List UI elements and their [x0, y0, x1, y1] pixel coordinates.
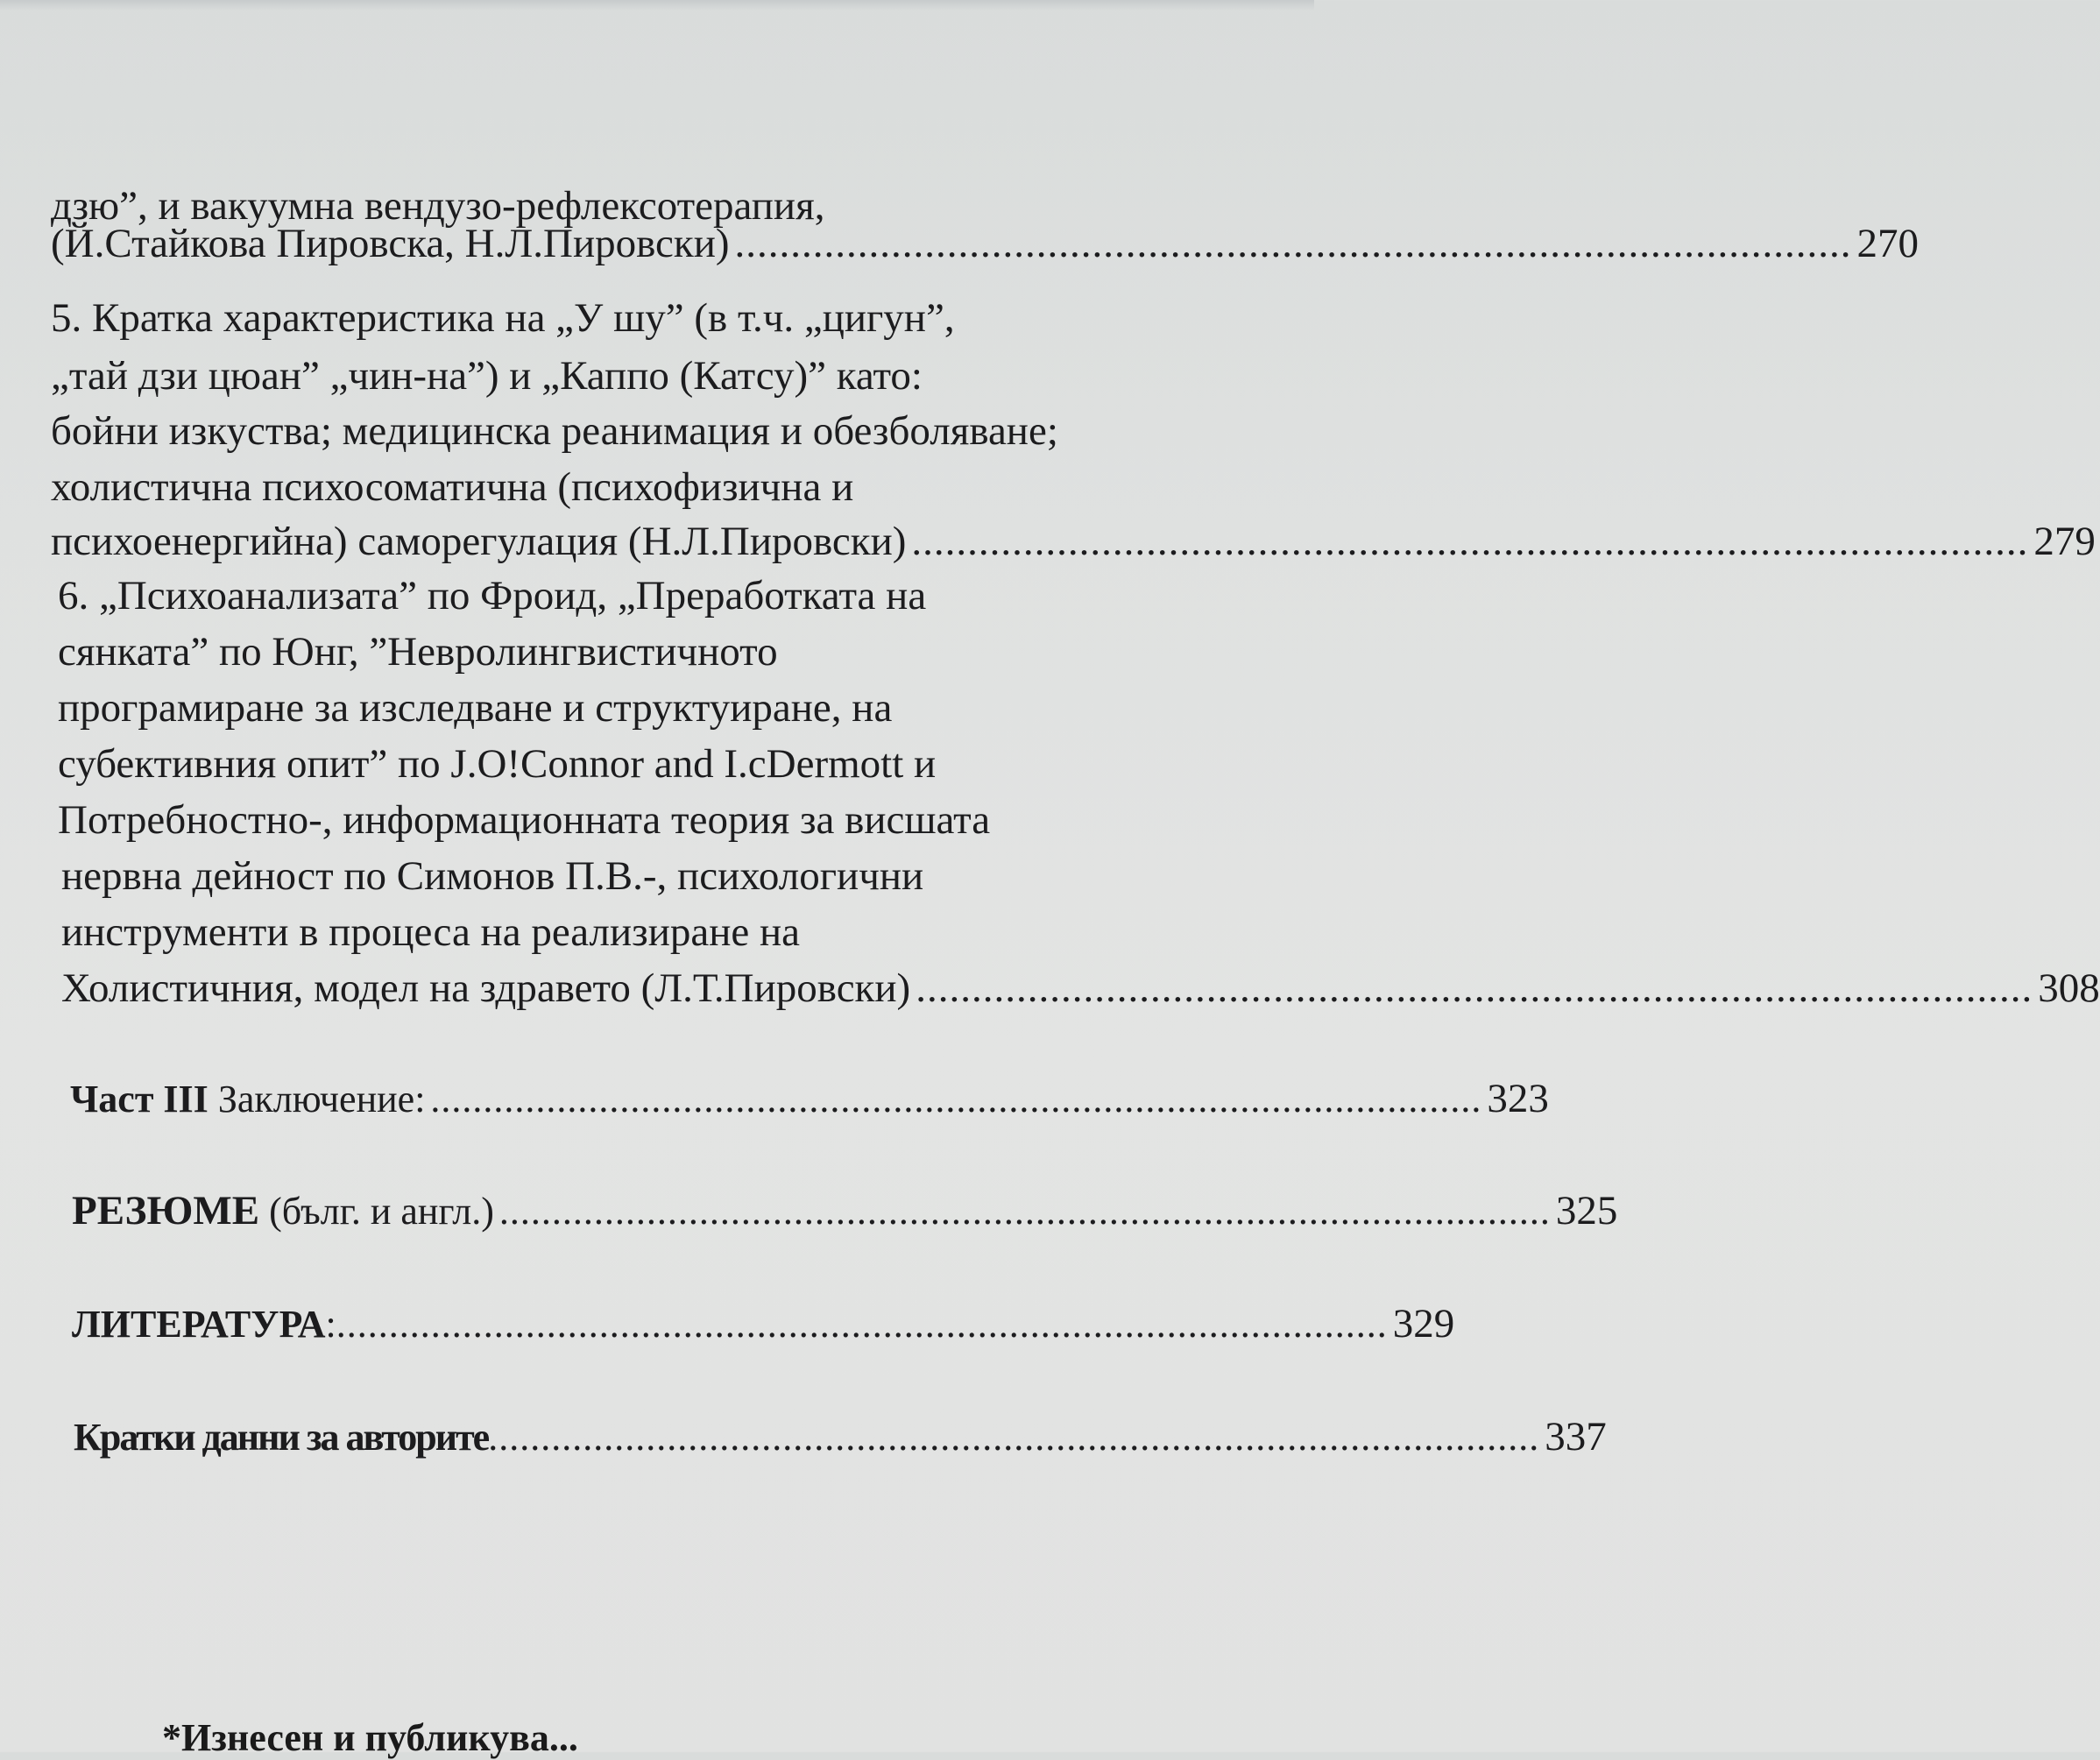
- toc-line: холистична психосоматична (психофизична и: [51, 464, 854, 510]
- toc-entry-6-end: [61, 962, 2100, 1014]
- toc-entry-4-end: [51, 217, 1920, 270]
- section-title: [70, 1073, 425, 1126]
- dot-leader: ....................................................................................................: [336, 1303, 1388, 1346]
- page-number: 308: [2038, 965, 2100, 1011]
- toc-line: програмиране за изследване и структуиране, на: [58, 685, 893, 731]
- page-number: 325: [1555, 1188, 1618, 1233]
- toc-line: инструменти в процеса на реализиране на: [61, 909, 800, 955]
- page-number: 270: [1856, 221, 1920, 266]
- dot-leader: ....................................................................................................: [488, 1416, 1540, 1459]
- dot-leader: ....................................................................................................: [916, 965, 2033, 1011]
- dot-leader: ....................................................................................................: [734, 221, 1852, 266]
- toc-line: сянката” по Юнг, ”Невролингвистичното: [58, 629, 778, 675]
- section-title-bold: ЛИТЕРАТУРА: [72, 1303, 326, 1346]
- toc-authors: [74, 1410, 1607, 1464]
- toc-line: „тай дзи цюан” „чин-на”) и „Каппо (Катсу)” като:: [51, 353, 923, 399]
- toc-line: психоенергийна) саморегулация (Н.Л.Пировски): [51, 519, 907, 564]
- toc-summary: [72, 1184, 1618, 1238]
- dot-leader: ....................................................................................................: [430, 1078, 1482, 1120]
- section-title: [72, 1184, 494, 1238]
- page-number: 329: [1392, 1301, 1455, 1347]
- toc-line: Потребностно-, информационната теория за висшата: [58, 797, 991, 843]
- toc-line: (Й.Стайкова Пировска, Н.Л.Пировски): [51, 221, 730, 266]
- toc-line: субективния опит” по J.O!Connor and I.cDermott и: [58, 741, 937, 787]
- page-number: 323: [1487, 1076, 1549, 1121]
- toc-entry-5-end: [51, 515, 2096, 568]
- toc-line: Холистичния, модел на здравето (Л.Т.Пировски): [61, 965, 911, 1011]
- section-title-rest: :: [325, 1303, 336, 1346]
- section-title-bold: Част III: [70, 1078, 209, 1120]
- page-number: 279: [2033, 519, 2096, 564]
- toc-line: бойни изкуства; медицинска реанимация и обезболяване;: [51, 408, 1058, 454]
- toc-part-3: [70, 1072, 1549, 1126]
- dot-leader: ....................................................................................................: [498, 1190, 1551, 1233]
- dot-leader: ....................................................................................................: [911, 519, 2029, 564]
- section-title-rest: (бълг. и англ.): [259, 1190, 494, 1233]
- section-title-bold: Кратки данни за авторите: [74, 1416, 489, 1459]
- section-title: [72, 1298, 336, 1351]
- section-title: [74, 1411, 488, 1464]
- page-number: 337: [1545, 1414, 1607, 1460]
- section-title-rest: Заключение:: [208, 1078, 426, 1120]
- toc-literature: [72, 1297, 1455, 1351]
- footnote: *Изнесен и публикува...: [162, 1716, 578, 1759]
- table-of-contents: [51, 0, 2100, 1752]
- section-title-bold: РЕЗЮМЕ: [72, 1188, 260, 1233]
- toc-line: нервна дейност по Симонов П.В.-, психологични: [61, 853, 924, 899]
- toc-line: дзю”, и вакуумна вендузо-рефлексотерапия,: [51, 183, 825, 229]
- toc-line: 6. „Психоанализата” по Фроид, „Преработката на: [58, 573, 927, 618]
- toc-line: 5. Кратка характеристика на „У шу” (в т.ч. „цигун”,: [51, 295, 955, 341]
